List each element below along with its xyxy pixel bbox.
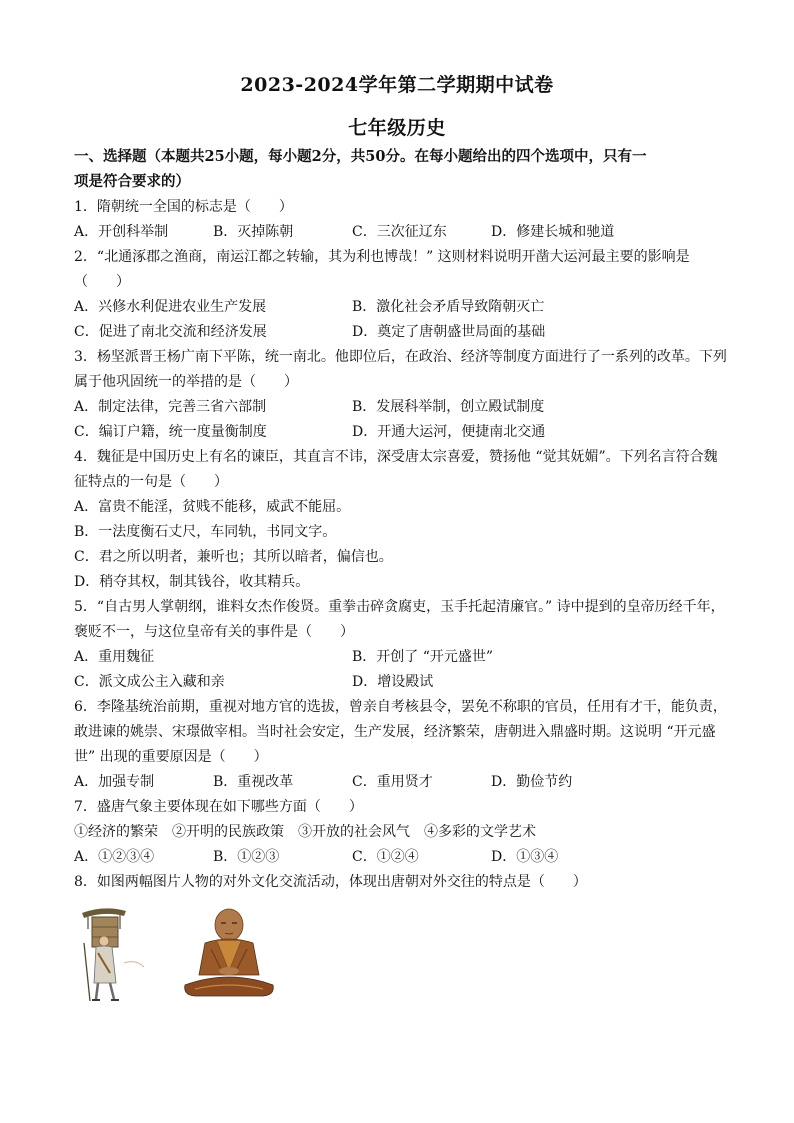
q7-option-a: A．①②③④ xyxy=(74,849,155,865)
question-4-stem-line1: 4．魏征是中国历史上有名的谏臣，其直言不讳，深受唐太宗喜爱，赞扬他 “觉其妩媚”。下列名言符合魏 xyxy=(74,449,718,465)
section-heading-line2: 项是符合要求的） xyxy=(74,173,190,190)
question-5-stem-line2: 褒贬不一，与这位皇帝有关的事件是（ ） xyxy=(74,624,354,640)
q7-option-b: B．①②③ xyxy=(213,849,280,865)
traveling-monk-illustration xyxy=(74,903,154,1006)
q4-option-b: B．一法度衡石丈尺，车同轨，书同文字。 xyxy=(74,524,337,540)
q6-option-b: B．重视改革 xyxy=(213,774,294,790)
q2-option-b: B．激化社会矛盾导致隋朝灭亡 xyxy=(352,299,545,315)
q7-option-c: C．①②④ xyxy=(352,849,419,865)
q5-option-a: A．重用魏征 xyxy=(74,649,155,665)
q2-option-d: D．奠定了唐朝盛世局面的基础 xyxy=(352,324,546,340)
q4-option-a: A．富贵不能淫，贫贱不能移，威武不能屈。 xyxy=(74,499,351,515)
q4-option-d: D．稍夺其权，制其钱谷，收其精兵。 xyxy=(74,574,310,590)
q1-option-d: D．修建长城和驰道 xyxy=(491,224,615,240)
q3-option-d: D．开通大运河，便捷南北交通 xyxy=(352,424,546,440)
question-3-stem-line1: 3．杨坚派晋王杨广南下平陈，统一南北。他即位后，在政治、经济等制度方面进行了一系列的改革。下列 xyxy=(74,349,727,365)
section-heading-line1: 一、选择题（本题共25小题，每小题2分，共50分。在每小题给出的四个选项中，只有一 xyxy=(74,148,647,165)
q6-option-d: D．勤俭节约 xyxy=(491,774,573,790)
q1-option-a: A．开创科举制 xyxy=(74,224,169,240)
q5-option-d: D．增设殿试 xyxy=(352,674,434,690)
q2-option-a: A．兴修水利促进农业生产发展 xyxy=(74,299,267,315)
question-6-stem-line1: 6．李隆基统治前期，重视对地方官的选拔，曾亲自考核县令，罢免不称职的官员，任用有才干，能负责， xyxy=(74,699,727,715)
question-4-stem-line2: 征特点的一句是（ ） xyxy=(74,474,228,490)
question-7-stem: 7．盛唐气象主要体现在如下哪些方面（ ） xyxy=(74,799,363,815)
question-2-stem-line2: （ ） xyxy=(74,274,130,290)
question-3-stem-line2: 属于他巩固统一的举措的是（ ） xyxy=(74,374,298,390)
page-title: 2023-2024学年第二学期期中试卷 xyxy=(240,74,554,96)
q3-option-a: A．制定法律，完善三省六部制 xyxy=(74,399,267,415)
question-6-stem-line2: 敢进谏的姚崇、宋璟做宰相。当时社会安定，生产发展，经济繁荣，唐朝进入鼎盛时期。这说明 “开元盛 xyxy=(74,724,716,740)
question-2-stem-line1: 2．“北通涿郡之渔商，南运江都之转输，其为利也博哉！” 这则材料说明开凿大运河最主要的影响是 xyxy=(74,249,690,265)
q3-option-b: B．发展科举制，创立殿试制度 xyxy=(352,399,545,415)
q1-option-c: C．三次征辽东 xyxy=(352,224,447,240)
q6-option-a: A．加强专制 xyxy=(74,774,155,790)
q5-option-b: B．开创了 “开元盛世” xyxy=(352,649,494,665)
q5-option-c: C．派文成公主入藏和亲 xyxy=(74,674,225,690)
page-subtitle: 七年级历史 xyxy=(348,117,446,139)
q2-option-c: C．促进了南北交流和经济发展 xyxy=(74,324,267,340)
q3-option-c: C．编订户籍，统一度量衡制度 xyxy=(74,424,267,440)
q7-option-d: D．①③④ xyxy=(491,849,559,865)
q1-option-b: B．灭掉陈朝 xyxy=(213,224,294,240)
question-7-items: ①经济的繁荣 ②开明的民族政策 ③开放的社会风气 ④多彩的文学艺术 xyxy=(74,824,536,840)
question-8-stem: 8．如图两幅图片人物的对外文化交流活动，体现出唐朝对外交往的特点是（ ） xyxy=(74,874,587,890)
q4-option-c: C．君之所以明者，兼听也；其所以暗者，偏信也。 xyxy=(74,549,393,565)
seated-monk-statue-image xyxy=(171,905,287,1001)
question-1-stem: 1．隋朝统一全国的标志是（ ） xyxy=(74,199,293,215)
question-5-stem-line1: 5．“自古男人掌朝纲，谁料女杰作俊贤。重拳击碎贪腐吏，玉手托起清廉官。” 诗中提到的皇帝历经千年， xyxy=(74,599,725,615)
question-6-stem-line3: 世” 出现的重要原因是（ ） xyxy=(74,749,268,765)
q6-option-c: C．重用贤才 xyxy=(352,774,433,790)
